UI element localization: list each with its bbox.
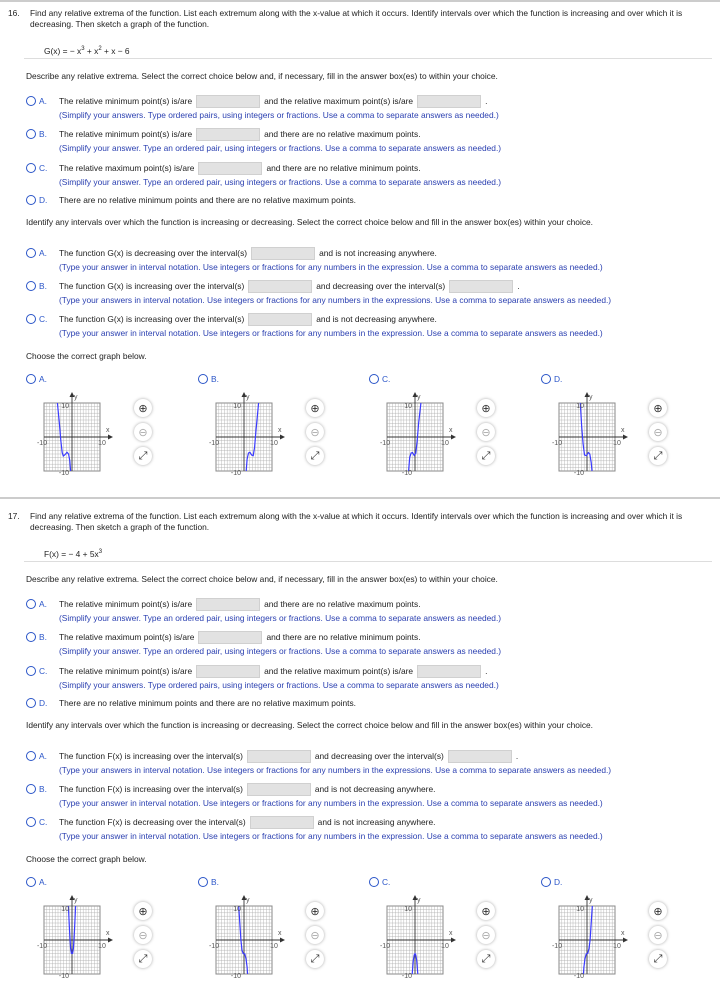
- graph-choice-d[interactable]: [541, 374, 681, 484]
- zoom-in-icon: ⊕: [310, 402, 320, 415]
- graph-choice-c[interactable]: [369, 877, 509, 987]
- answer-input[interactable]: [196, 665, 260, 678]
- graph-choice-b[interactable]: [198, 877, 338, 987]
- zoom-out-icon: ⊖: [138, 929, 148, 942]
- x-axis-label: x: [449, 930, 453, 937]
- y-axis-label: y: [417, 394, 421, 401]
- zoom-in-button[interactable]: [649, 399, 667, 417]
- formula-lhs: F(x) =: [44, 549, 69, 559]
- graph: [30, 384, 130, 484]
- graph: [373, 384, 473, 484]
- formula-lhs: G(x) =: [44, 46, 70, 56]
- expand-icon: ⤢: [138, 952, 148, 965]
- zoom-out-icon: ⊖: [481, 426, 491, 439]
- zoom-out-icon: ⊖: [481, 929, 491, 942]
- choice-hint: (Simplify your answer. Type an ordered pair, using integers or fractions. Use a comma to separate answers as needed.): [59, 613, 502, 623]
- radio-button[interactable]: [26, 632, 36, 642]
- zoom-out-icon: ⊖: [653, 426, 663, 439]
- choice-letter: A.: [39, 751, 47, 761]
- choice-text: The relative minimum point(s) is/are: [59, 96, 193, 106]
- radio-button[interactable]: [541, 877, 551, 887]
- part1-instruction: Describe any relative extrema. Select the correct choice below and, if necessary, fill in the answer box(es) to within your choice.: [26, 71, 498, 81]
- graph-choice-c[interactable]: [369, 374, 509, 484]
- y-max-tick: 10: [404, 403, 412, 410]
- choice-text: and there are no relative maximum points.: [264, 129, 421, 139]
- zoom-in-icon: ⊕: [481, 905, 491, 918]
- y-min-tick: -10: [230, 470, 241, 477]
- graph: [545, 384, 645, 484]
- radio-button[interactable]: [541, 374, 551, 384]
- zoom-in-icon: ⊕: [138, 402, 148, 415]
- zoom-in-icon: ⊕: [138, 905, 148, 918]
- choice-hint: (Type your answer in interval notation. Use integers or fractions for any numbers in the expression. Use a comma to separate answers as needed.): [59, 328, 603, 338]
- graph: [30, 887, 130, 987]
- y-min-tick: -10: [230, 973, 241, 980]
- expand-button[interactable]: [477, 447, 495, 465]
- radio-button[interactable]: [26, 784, 36, 794]
- expand-button[interactable]: [306, 950, 324, 968]
- radio-button[interactable]: [369, 374, 379, 384]
- choice-b[interactable]: [26, 127, 421, 141]
- zoom-in-button[interactable]: [306, 399, 324, 417]
- formula-exponent: 3: [98, 549, 103, 555]
- x-axis-label: x: [621, 427, 625, 434]
- x-max-tick: 10: [270, 440, 278, 447]
- part2-instruction: Identify any intervals over which the function is increasing or decreasing. Select the correct choice below and fill in the answer box(es) within your choice.: [26, 217, 593, 227]
- x-axis-arrow: [623, 938, 628, 943]
- zoom-out-button[interactable]: [477, 423, 495, 441]
- x-axis-label: x: [278, 930, 282, 937]
- question-number: 16.: [8, 8, 20, 18]
- y-axis-label: y: [589, 897, 593, 904]
- graph-prompt: Choose the correct graph below.: [26, 854, 147, 864]
- choice-text: and the relative maximum point(s) is/are: [264, 666, 414, 676]
- choice-hint: (Simplify your answer. Type an ordered pair, using integers or fractions. Use a comma to separate answers as needed.): [59, 143, 502, 153]
- choice-letter: D.: [39, 698, 48, 708]
- top-border: [0, 0, 720, 2]
- choice-text: There are no relative minimum points and there are no relative maximum points.: [59, 195, 356, 205]
- choice-letter: C.: [382, 877, 391, 887]
- choice-text: The function F(x) is increasing over the interval(s): [59, 751, 243, 761]
- expand-button[interactable]: [649, 950, 667, 968]
- zoom-out-icon: ⊖: [310, 426, 320, 439]
- radio-button[interactable]: [26, 314, 36, 324]
- question-17: [0, 511, 720, 991]
- answer-input[interactable]: [417, 95, 481, 108]
- formula-term: + x: [84, 46, 99, 56]
- zoom-out-button[interactable]: [649, 926, 667, 944]
- radio-button[interactable]: [369, 877, 379, 887]
- choice-letter: A.: [39, 374, 47, 384]
- x-max-tick: 10: [270, 943, 278, 950]
- answer-input[interactable]: [251, 247, 315, 260]
- choice-d[interactable]: [26, 193, 356, 207]
- zoom-out-icon: ⊖: [310, 929, 320, 942]
- x-max-tick: 10: [441, 943, 449, 950]
- answer-input[interactable]: [248, 280, 312, 293]
- zoom-out-button[interactable]: [477, 926, 495, 944]
- formula-term: + x − 6: [101, 46, 130, 56]
- answer-input[interactable]: [250, 816, 314, 829]
- radio-button[interactable]: [26, 698, 36, 708]
- expand-button[interactable]: [306, 447, 324, 465]
- radio-button[interactable]: [26, 877, 36, 887]
- radio-button[interactable]: [26, 163, 36, 173]
- function-formula: [44, 549, 102, 559]
- choice-hint: (Type your answers in interval notation. Use integers or fractions for any numbers in the expressions. Use a comma to separate answers as needed.): [59, 295, 612, 305]
- expand-icon: ⤢: [481, 449, 491, 462]
- expand-icon: ⤢: [138, 449, 148, 462]
- y-min-tick: -10: [573, 470, 584, 477]
- x-axis-label: x: [621, 930, 625, 937]
- zoom-out-button[interactable]: [306, 423, 324, 441]
- graph: [545, 887, 645, 987]
- answer-input[interactable]: [198, 162, 262, 175]
- zoom-in-icon: ⊕: [653, 402, 663, 415]
- x-axis-arrow: [451, 435, 456, 440]
- choice-hint: (Simplify your answers. Type ordered pairs, using integers or fractions. Use a comma to separate answers as needed.): [59, 680, 499, 690]
- question-16: [0, 8, 720, 488]
- choice-letter: C.: [39, 163, 48, 173]
- formula-term: − 4 + 5x: [68, 549, 99, 559]
- choice-letter: A.: [39, 599, 47, 609]
- choice-text: .: [515, 751, 519, 761]
- graph-choice-label[interactable]: [541, 877, 574, 887]
- choice-c[interactable]: [26, 664, 487, 678]
- question-separator: [0, 497, 720, 499]
- choice-d[interactable]: [26, 696, 356, 710]
- formula-exponent: 3: [81, 46, 85, 52]
- y-min-tick: -10: [58, 470, 69, 477]
- expand-icon: ⤢: [310, 449, 320, 462]
- formula-term: − x: [69, 46, 82, 56]
- radio-button[interactable]: [26, 817, 36, 827]
- choice-letter: B.: [39, 129, 47, 139]
- answer-input[interactable]: [449, 280, 513, 293]
- y-axis-label: y: [589, 394, 593, 401]
- choice-a[interactable]: [26, 246, 437, 260]
- answer-input[interactable]: [196, 95, 260, 108]
- graph-choice-a[interactable]: [26, 877, 166, 987]
- y-axis-label: y: [417, 897, 421, 904]
- y-min-tick: -10: [401, 470, 412, 477]
- x-min-tick: -10: [379, 440, 391, 447]
- zoom-out-button[interactable]: [134, 423, 152, 441]
- expand-button[interactable]: [477, 950, 495, 968]
- expand-button[interactable]: [134, 447, 152, 465]
- choice-text: and is not increasing anywhere.: [319, 248, 437, 258]
- zoom-in-button[interactable]: [649, 902, 667, 920]
- choice-text: and decreasing over the interval(s): [316, 281, 446, 291]
- choice-letter: D.: [39, 195, 48, 205]
- choice-text: and there are no relative maximum points.: [264, 599, 421, 609]
- y-max-tick: 10: [233, 403, 241, 410]
- choice-letter: C.: [39, 314, 48, 324]
- y-axis-label: y: [246, 897, 250, 904]
- choice-text: The function F(x) is increasing over the interval(s): [59, 784, 243, 794]
- choice-text: and decreasing over the interval(s): [314, 751, 444, 761]
- choice-text: and is not increasing anywhere.: [317, 817, 436, 827]
- zoom-in-button[interactable]: [477, 902, 495, 920]
- radio-button[interactable]: [26, 374, 36, 384]
- choice-hint: (Simplify your answer. Type an ordered pair, using integers or fractions. Use a comma to separate answers as needed.): [59, 177, 502, 187]
- radio-button[interactable]: [26, 129, 36, 139]
- x-max-tick: 10: [98, 440, 106, 447]
- zoom-in-button[interactable]: [134, 399, 152, 417]
- graph-choice-label[interactable]: [369, 877, 402, 887]
- choice-text: .: [517, 281, 520, 291]
- choice-letter: C.: [39, 817, 48, 827]
- choice-text: and there are no relative minimum points.: [266, 632, 421, 642]
- graph: [202, 887, 302, 987]
- choice-hint: (Type your answer in interval notation. Use integers or fractions for any numbers in the expression. Use a comma to separate answers as needed.): [59, 798, 603, 808]
- zoom-in-button[interactable]: [477, 399, 495, 417]
- part2-instruction: Identify any intervals over which the function is increasing or decreasing. Select the correct choice below and fill in the answer box(es) within your choice.: [26, 720, 593, 730]
- choice-letter: D.: [554, 877, 563, 887]
- choice-text: The function F(x) is decreasing over the interval(s): [59, 817, 246, 827]
- choice-a[interactable]: [26, 94, 487, 108]
- radio-button[interactable]: [198, 374, 208, 384]
- choice-c[interactable]: [26, 815, 435, 829]
- zoom-in-icon: ⊕: [310, 905, 320, 918]
- choice-text: .: [485, 96, 488, 106]
- choice-text: The relative minimum point(s) is/are: [59, 666, 193, 676]
- zoom-in-button[interactable]: [134, 902, 152, 920]
- radio-button[interactable]: [26, 96, 36, 106]
- choice-letter: B.: [39, 281, 47, 291]
- question-number: 17.: [8, 511, 20, 521]
- choice-hint: (Type your answer in interval notation. Use integers or fractions for any numbers in the expression. Use a comma to separate answers as needed.): [59, 262, 603, 272]
- x-max-tick: 10: [98, 943, 106, 950]
- answer-input[interactable]: [417, 665, 481, 678]
- radio-button[interactable]: [26, 281, 36, 291]
- answer-input[interactable]: [196, 128, 260, 141]
- answer-input[interactable]: [247, 750, 311, 763]
- graph-choice-label[interactable]: [198, 877, 231, 887]
- part1-instruction: Describe any relative extrema. Select the correct choice below and, if necessary, fill in the answer box(es) to within your choice.: [26, 574, 498, 584]
- y-max-tick: 10: [404, 906, 412, 913]
- x-min-tick: -10: [36, 440, 48, 447]
- formula-exponent: 2: [98, 46, 102, 52]
- y-max-tick: 10: [576, 403, 584, 410]
- x-min-tick: -10: [208, 943, 220, 950]
- zoom-out-icon: ⊖: [653, 929, 663, 942]
- choice-text: and the relative maximum point(s) is/are: [264, 96, 414, 106]
- choice-hint: (Type your answers in interval notation. Use integers or fractions for any numbers in the expressions. Use a comma to separate answers as needed.): [59, 765, 612, 775]
- radio-button[interactable]: [26, 751, 36, 761]
- choice-text: The relative maximum point(s) is/are: [59, 632, 195, 642]
- expand-icon: ⤢: [481, 952, 491, 965]
- zoom-out-button[interactable]: [649, 423, 667, 441]
- choice-text: The relative maximum point(s) is/are: [59, 163, 195, 173]
- expand-icon: ⤢: [310, 952, 320, 965]
- expand-icon: ⤢: [653, 952, 663, 965]
- y-min-tick: -10: [573, 973, 584, 980]
- graph-choice-label[interactable]: [369, 374, 402, 384]
- x-max-tick: 10: [613, 943, 621, 950]
- x-max-tick: 10: [441, 440, 449, 447]
- choice-letter: B.: [211, 374, 219, 384]
- radio-button[interactable]: [26, 248, 36, 258]
- choice-text: .: [485, 666, 488, 676]
- choice-text: The relative minimum point(s) is/are: [59, 129, 193, 139]
- zoom-out-button[interactable]: [306, 926, 324, 944]
- x-min-tick: -10: [208, 440, 220, 447]
- choice-b[interactable]: [26, 279, 520, 293]
- x-axis-label: x: [278, 427, 282, 434]
- choice-text: and is not decreasing anywhere.: [316, 314, 437, 324]
- choice-letter: C.: [382, 374, 391, 384]
- choice-text: The function G(x) is increasing over the interval(s): [59, 314, 245, 324]
- answer-input[interactable]: [248, 313, 312, 326]
- y-max-tick: 10: [61, 403, 69, 410]
- graph-choice-label[interactable]: [26, 877, 59, 887]
- question-prompt: Find any relative extrema of the function. List each extremum along with the x-value at which it occurs. Identify intervals over which the function is increasing and over which it is decreasing. Then sketch a graph of the function.: [30, 8, 683, 29]
- expand-button[interactable]: [134, 950, 152, 968]
- expand-icon: ⤢: [653, 449, 663, 462]
- x-axis-arrow: [108, 435, 113, 440]
- choice-letter: A.: [39, 877, 47, 887]
- divider: [24, 561, 712, 562]
- choice-text: The relative minimum point(s) is/are: [59, 599, 193, 609]
- choice-c[interactable]: [26, 312, 437, 326]
- graph-choice-label[interactable]: [26, 374, 59, 384]
- choice-b[interactable]: [26, 782, 435, 796]
- x-axis-arrow: [280, 435, 285, 440]
- graph-choice-label[interactable]: [541, 374, 574, 384]
- choice-text: The function G(x) is decreasing over the interval(s): [59, 248, 248, 258]
- y-axis-label: y: [246, 394, 250, 401]
- choice-hint: (Simplify your answer. Type an ordered pair, using integers or fractions. Use a comma to separate answers as needed.): [59, 646, 502, 656]
- choice-text: There are no relative minimum points and there are no relative maximum points.: [59, 698, 356, 708]
- radio-button[interactable]: [26, 666, 36, 676]
- x-min-tick: -10: [379, 943, 391, 950]
- choice-letter: D.: [554, 374, 563, 384]
- y-max-tick: 10: [576, 906, 584, 913]
- choice-c[interactable]: [26, 161, 421, 175]
- zoom-out-icon: ⊖: [138, 426, 148, 439]
- x-axis-arrow: [623, 435, 628, 440]
- zoom-in-icon: ⊕: [653, 905, 663, 918]
- choice-letter: A.: [39, 248, 47, 258]
- divider: [24, 58, 712, 59]
- choice-letter: B.: [211, 877, 219, 887]
- zoom-in-icon: ⊕: [481, 402, 491, 415]
- choice-letter: B.: [39, 784, 47, 794]
- graph-prompt: Choose the correct graph below.: [26, 351, 147, 361]
- choice-text: and is not decreasing anywhere.: [314, 784, 436, 794]
- y-min-tick: -10: [401, 973, 412, 980]
- graph: [373, 887, 473, 987]
- choice-hint: (Type your answer in interval notation. Use integers or fractions for any numbers in the expression. Use a comma to separate answers as needed.): [59, 831, 603, 841]
- graph-choice-label[interactable]: [198, 374, 231, 384]
- graph-choice-b[interactable]: [198, 374, 338, 484]
- question-prompt: Find any relative extrema of the function. List each extremum along with the x-value at which it occurs. Identify intervals over which the function is increasing and over which it is decreasing. Then sketch a graph of the function.: [30, 511, 683, 532]
- radio-button[interactable]: [26, 195, 36, 205]
- radio-button[interactable]: [26, 599, 36, 609]
- expand-button[interactable]: [649, 447, 667, 465]
- x-min-tick: -10: [551, 440, 563, 447]
- graph-choice-a[interactable]: [26, 374, 166, 484]
- x-min-tick: -10: [36, 943, 48, 950]
- function-formula: [44, 46, 130, 56]
- graph: [202, 384, 302, 484]
- choice-text: and there are no relative minimum points.: [266, 163, 421, 173]
- x-min-tick: -10: [551, 943, 563, 950]
- answer-input[interactable]: [198, 631, 262, 644]
- y-axis-label: y: [74, 394, 78, 401]
- choice-a[interactable]: [26, 749, 518, 763]
- zoom-out-button[interactable]: [134, 926, 152, 944]
- x-axis-arrow: [108, 938, 113, 943]
- choice-letter: B.: [39, 632, 47, 642]
- choice-letter: A.: [39, 96, 47, 106]
- y-max-tick: 10: [61, 906, 69, 913]
- y-max-tick: 10: [233, 906, 241, 913]
- choice-text: The function G(x) is increasing over the interval(s): [59, 281, 245, 291]
- answer-input[interactable]: [448, 750, 512, 763]
- y-min-tick: -10: [58, 973, 69, 980]
- choice-letter: C.: [39, 666, 48, 676]
- zoom-in-button[interactable]: [306, 902, 324, 920]
- x-axis-arrow: [451, 938, 456, 943]
- graph-choice-d[interactable]: [541, 877, 681, 987]
- x-axis-label: x: [106, 427, 110, 434]
- x-axis-label: x: [449, 427, 453, 434]
- x-axis-label: x: [106, 930, 110, 937]
- y-axis-label: y: [74, 897, 78, 904]
- choice-a[interactable]: [26, 597, 421, 611]
- x-axis-arrow: [280, 938, 285, 943]
- radio-button[interactable]: [198, 877, 208, 887]
- choice-hint: (Simplify your answers. Type ordered pairs, using integers or fractions. Use a comma to separate answers as needed.): [59, 110, 499, 120]
- x-max-tick: 10: [613, 440, 621, 447]
- answer-input[interactable]: [247, 783, 311, 796]
- choice-b[interactable]: [26, 630, 421, 644]
- answer-input[interactable]: [196, 598, 260, 611]
